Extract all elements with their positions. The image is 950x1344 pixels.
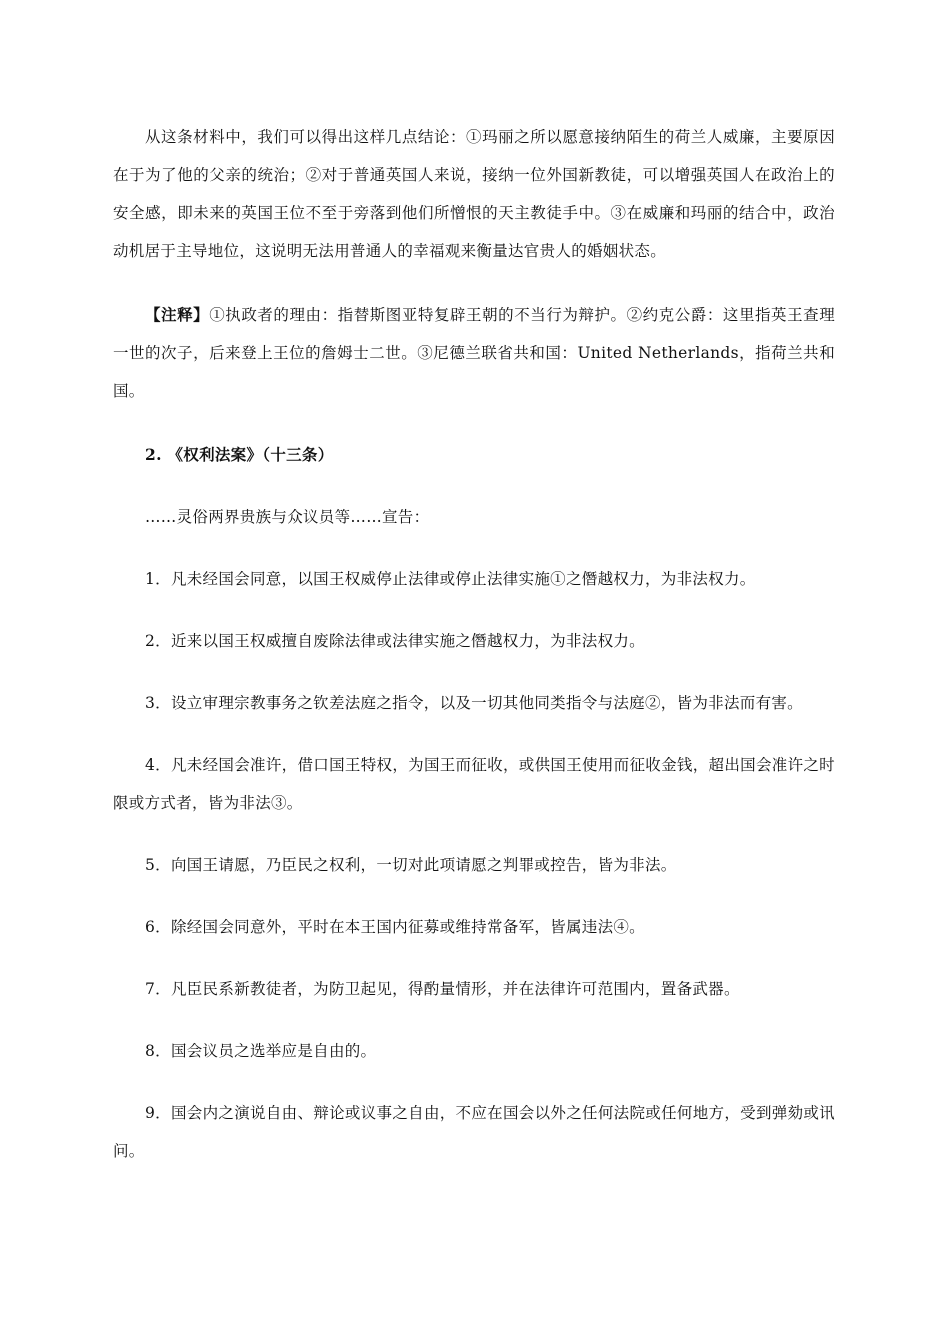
article-5: 5．向国王请愿，乃臣民之权利，一切对此项请愿之判罪或控告，皆为非法。	[145, 856, 677, 874]
note-paragraph	[113, 296, 835, 410]
section-title: 2. 《权利法案》（十三条）	[145, 445, 334, 464]
article-1: 1．凡未经国会同意，以国王权威停止法律或停止法律实施①之僭越权力，为非法权力。	[145, 570, 756, 588]
conclusion-paragraph: 从这条材料中，我们可以得出这样几点结论：①玛丽之所以愿意接纳陌生的荷兰人威廉，主要原因在于为了他的父亲的统治；②对于普通英国人来说，接纳一位外国新教徒，可以增强英国人在政治上的安全感，即未来的英国王位不至于旁落到他们所憎恨的天主教徒手中。③在威廉和玛丽的结合中，政治动机居于主导地位，这说明无法用普通人的幸福观来衡量达官贵人的婚姻状态。	[113, 128, 835, 260]
article-3: 3．设立审理宗教事务之钦差法庭之指令，以及一切其他同类指令与法庭②，皆为非法而有害。	[145, 694, 803, 712]
section-intro: ……灵俗两界贵族与众议员等……宣告：	[145, 508, 430, 526]
note-text: ①执政者的理由：指替斯图亚特复辟王朝的不当行为辩护。②约克公爵：这里指英王查理一世的次子，后来登上王位的詹姆士二世。③尼德兰联省共和国：United Netherlands，指荷兰共和国。	[113, 306, 836, 400]
document-body	[113, 118, 835, 1170]
article-4: 4．凡未经国会准许，借口国王特权，为国王而征收，或供国王使用而征收金钱，超出国会准许之时限或方式者，皆为非法③。	[113, 756, 835, 812]
article-9: 9．国会内之演说自由、辩论或议事之自由，不应在国会以外之任何法院或任何地方，受到弹劾或讯问。	[113, 1104, 835, 1160]
article-8: 8．国会议员之选举应是自由的。	[145, 1042, 377, 1060]
article-7: 7．凡臣民系新教徒者，为防卫起见，得酌量情形，并在法律许可范围内，置备武器。	[145, 980, 740, 998]
note-label: 【注释】	[145, 305, 210, 324]
article-2: 2．近来以国王权威擅自废除法律或法律实施之僭越权力，为非法权力。	[145, 632, 645, 650]
article-6: 6．除经国会同意外，平时在本王国内征募或维持常备军，皆属违法④。	[145, 918, 645, 936]
